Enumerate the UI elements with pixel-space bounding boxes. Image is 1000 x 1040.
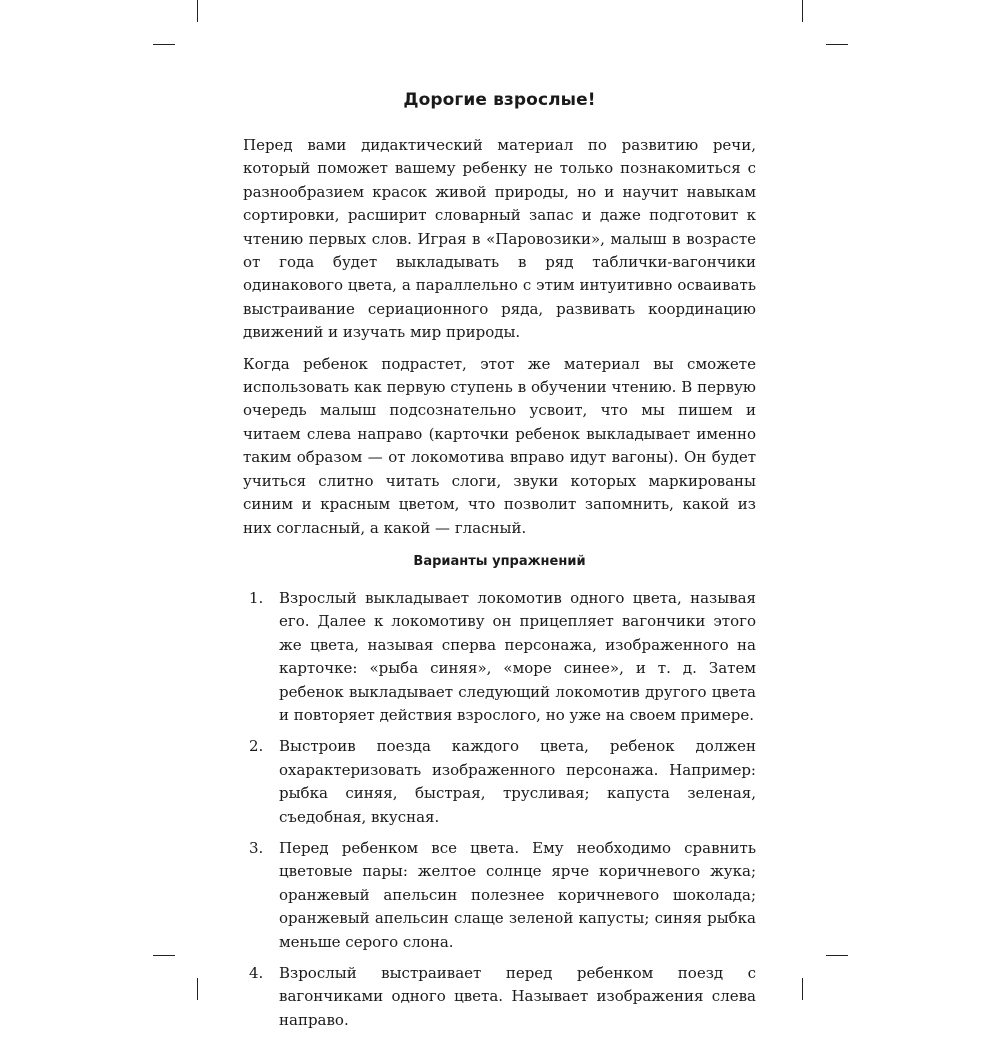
exercise-list	[243, 587, 756, 1032]
exercise-number: 3.	[249, 838, 264, 857]
intro-paragraph-2: Когда ребенок подрастет, этот же материал вы сможете использовать как первую ступень в обучении чтению. В первую очередь малыш подсознательно усвоит, что мы пишем и читаем слева направо (карточки ребенок выкладывает именно таким образом — от локомотива вправо идут вагоны). Он будет учиться слитно читать слоги, звуки которых маркированы синим и красным цветом, что позволит запомнить, какой из них согласный, а какой — гласный.	[243, 354, 756, 537]
exercise-text: Перед ребенком все цвета. Ему необходимо сравнить цветовые пары: желтое солнце ярче коричневого жука; оранжевый апельсин полезнее коричневого шоколада; оранжевый апельсин слаще зеленой капусты; синяя рыбка меньше серого слона.	[279, 838, 756, 951]
crop-mark-bottom-right-horizontal	[826, 955, 848, 956]
exercise-number: 4.	[249, 964, 264, 982]
crop-mark-top-left-horizontal	[153, 44, 175, 45]
exercise-text: Взрослый выстраивает перед ребенком поезд с вагончиками одного цвета. Называет изображения слева направо.	[279, 964, 756, 1029]
book-page	[243, 90, 756, 1040]
crop-mark-bottom-right-vertical	[802, 978, 803, 1000]
crop-mark-bottom-left-horizontal	[153, 955, 175, 956]
crop-mark-top-left-vertical	[197, 0, 198, 22]
page-title: Дорогие взрослые!	[403, 90, 596, 110]
exercise-number: 2.	[249, 737, 264, 756]
exercise-text: Взрослый выкладывает локомотив одного цвета, называя его. Далее к локомотиву он прицепляет вагончики этого же цвета, называя сперва персонажа, изображенного на карточке: «рыба синяя», «море синее», и т. д. Затем ребенок выкладывает следующий локомотив другого цвета и повторяет действия взрослого, но уже на своем примере.	[279, 588, 756, 724]
exercise-item-3	[243, 837, 756, 954]
exercise-item-4	[243, 962, 756, 1032]
exercise-item-2	[243, 735, 756, 829]
crop-mark-top-right-horizontal	[826, 44, 848, 45]
crop-mark-bottom-left-vertical	[197, 978, 198, 1000]
intro-paragraph-1: Перед вами дидактический материал по развитию речи, который поможет вашему ребенку не только познакомиться с разнообразием красок живой природы, но и научит навыкам сортировки, расширит словарный запас и даже подготовит к чтению первых слов. Играя в «Паровозики», малыш в возрасте от года будет выкладывать в ряд таблички-вагончики одинакового цвета, а параллельно с этим интуитивно осваивать выстраивание сериационного ряда, развивать координацию движений и изучать мир природы.	[243, 136, 756, 342]
exercise-text: Выстроив поезда каждого цвета, ребенок должен охарактеризовать изображенного персонажа. Например: рыбка синяя, быстрая, трусливая; капуста зеленая, съедобная, вкусная.	[279, 737, 756, 826]
crop-mark-top-right-vertical	[802, 0, 803, 22]
exercise-item-1	[243, 587, 756, 727]
exercise-number: 1.	[249, 588, 264, 607]
exercises-subtitle: Варианты упражнений	[413, 553, 586, 569]
